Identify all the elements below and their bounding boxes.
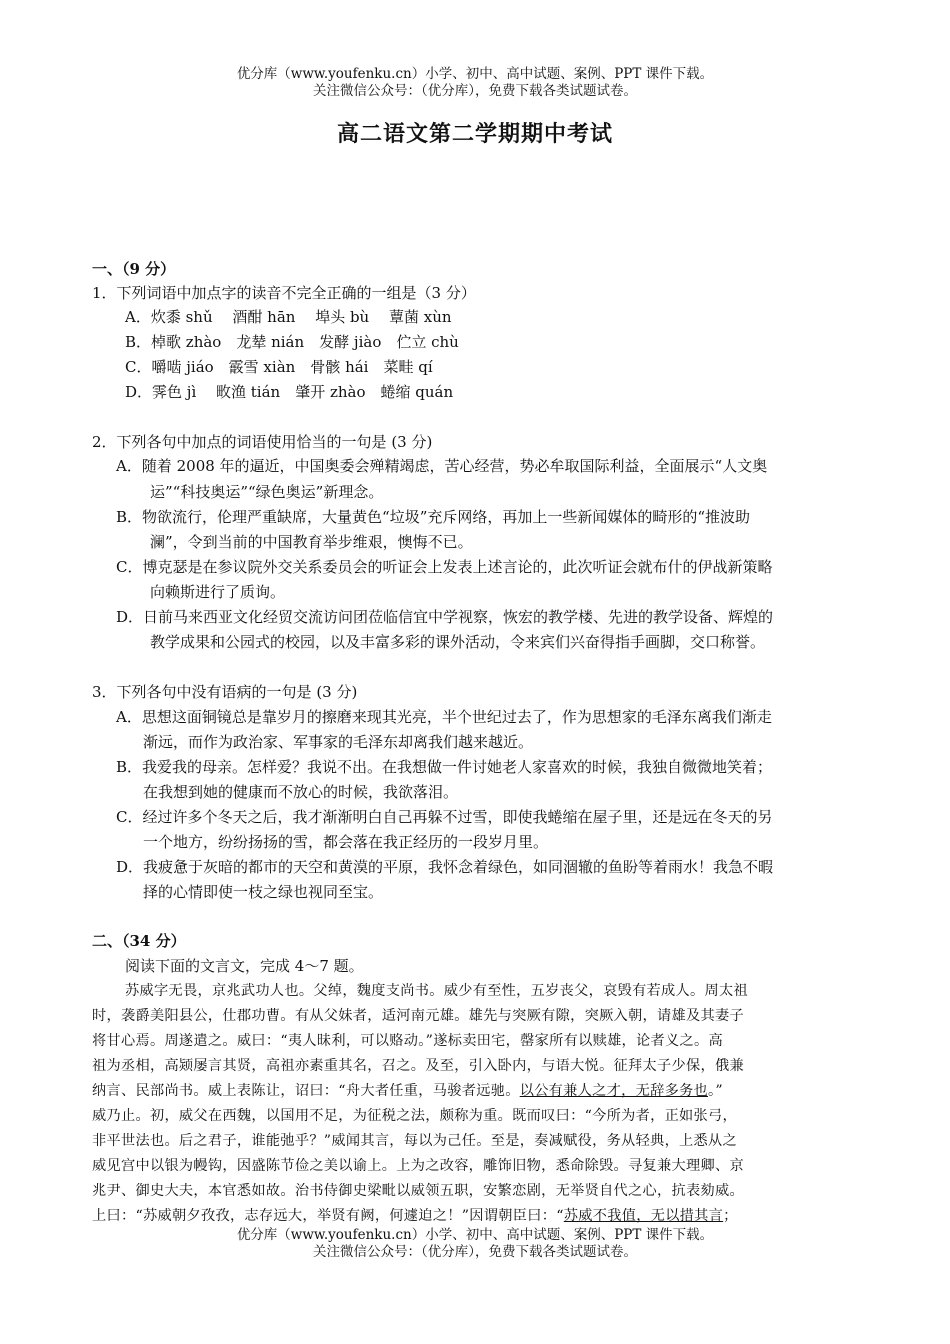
passage-intro: 阅读下面的文言文，完成 4～7 题。 — [125, 957, 364, 975]
q2-stem: 2．下列各句中加点的词语使用恰当的一句是 (3 分) — [92, 433, 433, 451]
q3-option-b-line2: 在我想到她的健康而不放心的时候，我欲落泪。 — [143, 783, 459, 801]
q2-option-d-line2: 教学成果和公园式的校园，以及丰富多彩的课外活动，令来宾们兴奋得指手画脚，交口称誉。 — [150, 633, 766, 651]
q2-option-b-line1: B．物欲流行，伦理严重缺席，大量黄色“垃圾”充斥网络，再加上一些新闻媒体的畸形的“推波助 — [116, 508, 751, 526]
passage-line-8: 威见宫中以银为幔钩，因盛陈节俭之美以谕上。上为之改容，雕饰旧物，悉命除毁。寻复兼大理卿、京 — [92, 1158, 744, 1174]
q1-option-b: B．棹歌 zhào 龙辇 nián 发酵 jiào 伫立 chù — [125, 333, 459, 351]
passage-line-1: 苏威字无畏，京兆武功人也。父绰，魏度支尚书。威少有至性，五岁丧父，哀毁有若成人。周太祖 — [125, 983, 748, 999]
underlined-sentence-2: 苏威不我值，无以措其言 — [563, 1208, 724, 1224]
q1-option-a: A．炊黍 shǔ 酒酣 hān 埠头 bù 蕈菌 xùn — [125, 308, 452, 326]
q3-option-b-line1: B．我爱我的母亲。怎样爱？我说不出。在我想做一件讨她老人家喜欢的时候，我独自微微地笑着； — [116, 758, 773, 776]
q2-option-a-line2: 运”“科技奥运”“绿色奥运”新理念。 — [150, 483, 384, 501]
q3-option-d-line1: D．我疲惫于灰暗的都市的天空和黄漠的平原，我怀念着绿色，如同涸辙的鱼盼等着雨水！我急不暇 — [116, 858, 774, 876]
passage-line-6: 威乃止。初，威父在西魏，以国用不足，为征税之法，颇称为重。既而叹曰：“今所为者，正如张弓， — [92, 1108, 738, 1124]
q2-option-a-line1: A．随着 2008 年的逼近，中国奥委会殚精竭虑，苦心经营，势必牟取国际利益，全面展示“人文奥 — [116, 457, 768, 475]
passage-line-4: 祖为丞相，高颎屡言其贤，高祖亦素重其名，召之。及至，引入卧内，与语大悦。征拜太子少保，俄兼 — [92, 1058, 744, 1074]
passage-line-2: 时，袭爵美阳县公，仕郡功曹。有从父妹者，适河南元雄。雄先与突厥有隙，突厥入朝，请雄及其妻子 — [92, 1008, 744, 1024]
header-line-2: 关注微信公众号：（优分库），免费下载各类试题试卷。 — [313, 83, 637, 99]
q2-option-d-line1: D．日前马来西亚文化经贸交流访问团莅临信宜中学视察，恢宏的教学楼、先进的教学设备、辉煌的 — [116, 608, 774, 626]
q2-option-c-line2: 向赖斯进行了质询。 — [150, 583, 286, 601]
passage-line-5 — [92, 1081, 723, 1101]
passage-line-7: 非平世法也。后之君子，谁能弛乎？”威闻其言，每以为己任。至是，奏减赋役，务从轻典，上悉从之 — [92, 1133, 738, 1149]
passage-line-3: 将甘心焉。周遂遣之。威曰：“夷人昧利，可以赂动。”遂标卖田宅，罄家所有以赎雄，论者义之。高 — [92, 1033, 723, 1049]
section-1-heading: 一、（9 分） — [92, 260, 176, 278]
q2-option-b-line2: 澜”，令到当前的中国教育举步维艰，懊悔不已。 — [150, 533, 473, 551]
passage-line-10-text: 上曰：“苏威朝夕孜孜，志存远大，举贤有阙，何遽迫之！”因谓朝臣曰：“ — [92, 1208, 564, 1224]
q3-stem: 3．下列各句中没有语病的一句是 (3 分) — [92, 683, 358, 701]
passage-line-10-end: ； — [723, 1208, 738, 1224]
passage-line-5-end: 。” — [708, 1083, 723, 1099]
passage-line-9: 兆尹、御史大夫，本官悉如故。治书侍御史梁毗以威领五职，安繁恋剧，无举贤自代之心，抗表劾威。 — [92, 1183, 744, 1199]
q1-stem: 1．下列词语中加点字的读音不完全正确的一组是（3 分） — [92, 284, 476, 302]
passage-line-10 — [92, 1206, 738, 1226]
footer-line-2: 关注微信公众号：（优分库），免费下载各类试题试卷。 — [313, 1244, 637, 1260]
q1-option-d: D．霁色 jì 畋渔 tián 肇开 zhào 蜷缩 quán — [125, 383, 454, 401]
q3-option-c-line1: C．经过许多个冬天之后，我才渐渐明白自己再躲不过雪，即使我蜷缩在屋子里，还是远在冬天的另 — [116, 808, 773, 826]
q3-option-d-line2: 择的心情即使一枝之绿也视同至宝。 — [143, 883, 384, 901]
footer-line-1: 优分库（www.youfenku.cn）小学、初中、高中试题、案例、PPT 课件下载。 — [236, 1227, 714, 1243]
page-title: 高二语文第二学期期中考试 — [336, 121, 613, 147]
q1-option-c: C．嚼啮 jiáo 霰雪 xiàn 骨骸 hái 菜畦 qí — [125, 358, 433, 376]
header-line-1: 优分库（www.youfenku.cn）小学、初中、高中试题、案例、PPT 课件下载。 — [236, 66, 714, 82]
q2-option-c-line1: C．博克瑟是在参议院外交关系委员会的听证会上发表上述言论的，此次听证会就布什的伊战新策略 — [116, 558, 773, 576]
q3-option-a-line1: A．思想这面铜镜总是靠岁月的擦磨来现其光亮，半个世纪过去了，作为思想家的毛泽东离我们渐走 — [116, 708, 772, 726]
q3-option-a-line2: 渐远，而作为政治家、军事家的毛泽东却离我们越来越近。 — [143, 733, 534, 751]
section-2-heading: 二、（34 分） — [92, 932, 186, 950]
page-footer — [0, 1227, 950, 1261]
q3-option-c-line2: 一个地方，纷纷扬扬的雪，都会落在我正经历的一段岁月里。 — [143, 833, 549, 851]
underlined-sentence-1: 以公有兼人之才，无辞多务也 — [519, 1083, 709, 1099]
page-header — [0, 66, 950, 100]
passage-line-5-text: 纳言、民部尚书。威上表陈让，诏曰：“舟大者任重，马骏者远驰。 — [92, 1083, 520, 1099]
